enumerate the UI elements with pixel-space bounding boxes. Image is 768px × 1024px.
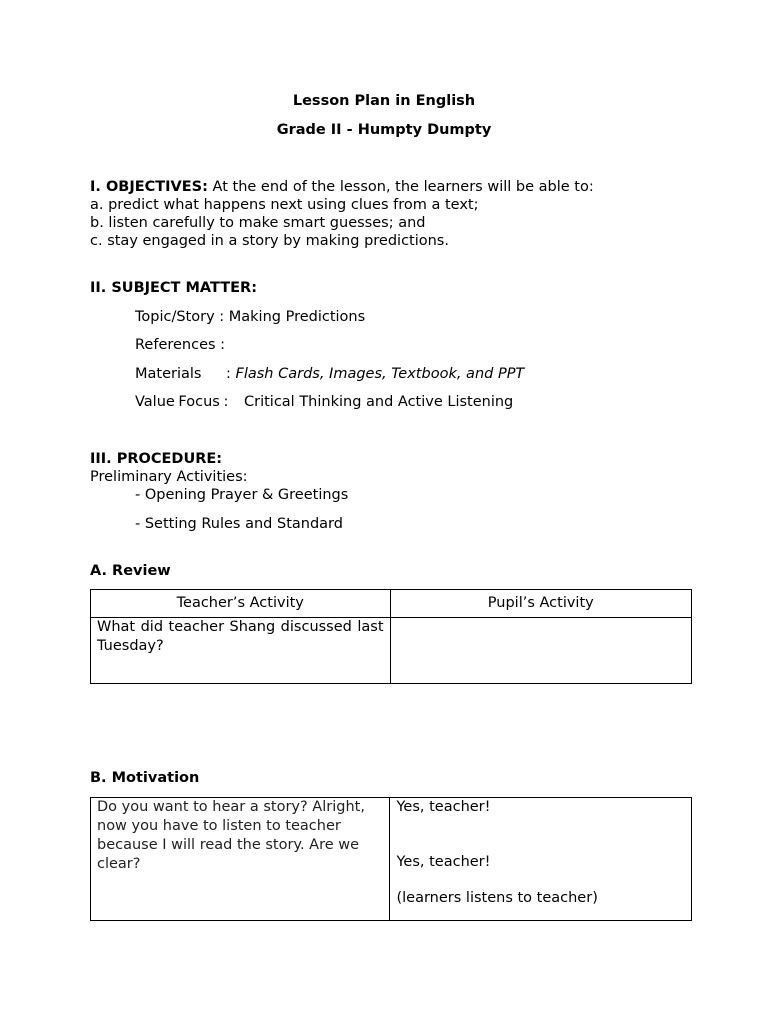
procedure-heading: III. PROCEDURE: <box>90 451 223 467</box>
topic-value: Making Predictions <box>224 309 366 325</box>
objectives-heading: I. OBJECTIVES: <box>90 179 208 195</box>
objectives-intro: At the end of the lesson, the learners will be able to: <box>207 179 594 195</box>
pupil-activity-header: Pupil’s Activity <box>390 590 691 618</box>
objective-item: b. listen carefully to make smart guesses; and <box>90 215 426 231</box>
teacher-activity-cell: Do you want to hear a story? Alright, now you have to listen to teacher because I will read the story. Are we clear? <box>91 798 390 921</box>
materials-colon: : <box>226 366 231 382</box>
pupil-response: Yes, teacher! <box>396 854 491 870</box>
pupil-response: (learners listens to teacher) <box>396 890 598 906</box>
objective-item: a. predict what happens next using clues from a text; <box>90 197 479 213</box>
value-focus-label: Value Focus : <box>135 394 229 410</box>
motivation-table <box>90 797 692 921</box>
table-header-row <box>91 590 692 618</box>
review-table <box>90 589 692 684</box>
document-subtitle: Grade II - Humpty Dumpty <box>276 122 492 138</box>
document-title: Lesson Plan in English <box>292 93 476 109</box>
materials-line <box>226 365 524 383</box>
teacher-activity-cell: What did teacher Shang discussed last Tuesday? <box>91 618 391 684</box>
value-focus-value: Critical Thinking and Active Listening <box>244 394 514 410</box>
table-row <box>91 618 692 684</box>
pupil-activity-cell <box>390 618 691 684</box>
teacher-activity-header: Teacher’s Activity <box>91 590 391 618</box>
pupil-activity-cell <box>390 798 692 921</box>
materials-value: Flash Cards, Images, Textbook, and PPT <box>235 366 525 382</box>
review-heading: A. Review <box>90 563 171 579</box>
table-row <box>91 798 692 921</box>
subject-matter-heading: II. SUBJECT MATTER: <box>90 280 258 296</box>
motivation-heading: B. Motivation <box>90 770 200 786</box>
pupil-response: Yes, teacher! <box>396 799 491 815</box>
preliminary-activities: Preliminary Activities: <box>90 469 248 485</box>
topic-line <box>135 308 365 326</box>
procedure-item: - Setting Rules and Standard <box>135 516 343 532</box>
topic-label: Topic/Story : <box>135 309 225 325</box>
objective-item: c. stay engaged in a story by making predictions. <box>90 233 449 249</box>
materials-label: Materials <box>135 366 202 382</box>
references-label: References : <box>135 337 226 353</box>
procedure-item: - Opening Prayer & Greetings <box>135 487 349 503</box>
objectives-line <box>90 178 594 196</box>
